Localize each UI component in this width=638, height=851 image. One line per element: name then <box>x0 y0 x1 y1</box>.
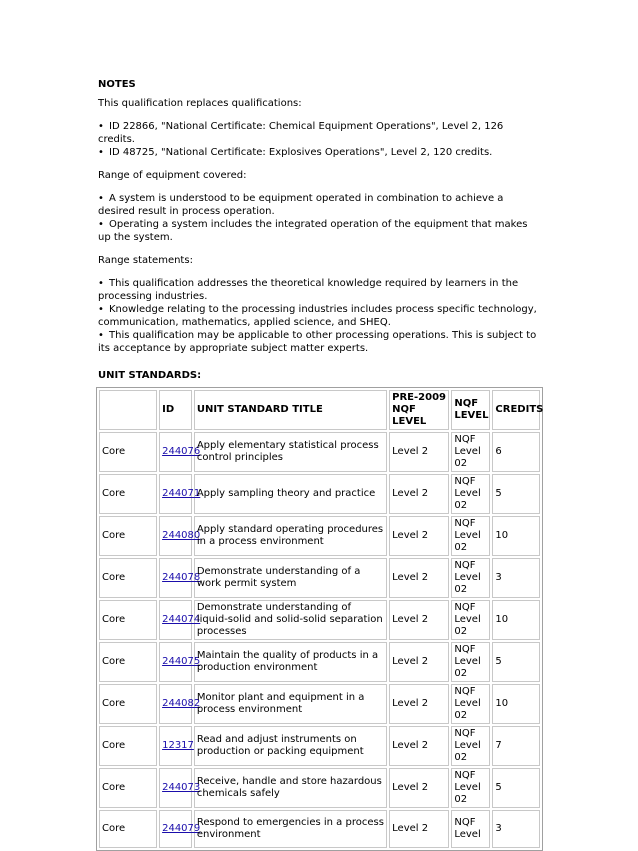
unit-title-cell: Apply standard operating procedures in a process environment <box>194 516 387 556</box>
credits-cell: 5 <box>492 768 540 808</box>
unit-id-link[interactable]: 244073 <box>162 782 201 793</box>
unit-id-link[interactable]: 244074 <box>162 614 201 625</box>
bullet-icon: • <box>98 121 104 132</box>
notes-heading: NOTES <box>98 79 136 90</box>
unit-type-cell: Core <box>99 642 157 682</box>
nqf-level-part: NQF <box>454 770 476 781</box>
list-item <box>98 120 543 146</box>
unit-type-cell: Core <box>99 768 157 808</box>
table-row <box>99 474 540 514</box>
table-row <box>99 810 540 848</box>
pre2009-level-cell: Level 2 <box>389 768 449 808</box>
unit-title-cell: Apply sampling theory and practice <box>194 474 387 514</box>
range-statements-label: Range statements: <box>98 255 193 266</box>
pre2009-level-cell: Level 2 <box>389 474 449 514</box>
column-header-pre2009-nqf-level: PRE-2009 NQF LEVEL <box>389 390 449 430</box>
table-header-row <box>99 390 540 430</box>
nqf-level-cell <box>451 432 490 472</box>
table-row <box>99 600 540 640</box>
pre2009-level-cell: Level 2 <box>389 810 449 848</box>
unit-id-link[interactable]: 244082 <box>162 698 201 709</box>
unit-id-cell <box>159 810 201 848</box>
nqf-level-cell <box>451 558 490 598</box>
nqf-level-part: NQF <box>454 560 476 571</box>
nqf-level-part: NQF <box>454 644 476 655</box>
nqf-level-part: Level <box>454 572 481 583</box>
nqf-level-cell <box>451 684 490 724</box>
column-header-nqf-level: NQF LEVEL <box>451 390 490 430</box>
nqf-level-part: Level <box>454 740 481 751</box>
list-item-text: A system is understood to be equipment operated in combination to achieve a desired result in process operation. <box>98 193 504 217</box>
list-item <box>98 192 543 218</box>
unit-id-link[interactable]: 244075 <box>162 656 201 667</box>
list-item <box>98 146 543 159</box>
table-row <box>99 684 540 724</box>
nqf-level-part: 02 <box>454 794 468 805</box>
column-header-title: UNIT STANDARD TITLE <box>194 390 387 430</box>
nqf-level-part: 02 <box>454 458 468 469</box>
list-item <box>98 218 543 244</box>
list-item-text: This qualification addresses the theoretical knowledge required by learners in the processing industries. <box>98 278 519 302</box>
nqf-level-part: NQF <box>454 434 476 445</box>
nqf-level-cell <box>451 516 490 556</box>
nqf-level-part: Level <box>454 829 481 840</box>
nqf-level-part: Level <box>454 656 481 667</box>
list-item-text: ID 48725, "National Certificate: Explosives Operations", Level 2, 120 credits. <box>109 147 493 158</box>
list-item-text: Operating a system includes the integrated operation of the equipment that makes up the system. <box>98 219 528 243</box>
unit-type-cell: Core <box>99 516 157 556</box>
column-header-credits: CREDITS <box>492 390 540 430</box>
column-header-type <box>99 390 157 430</box>
range-equipment-label: Range of equipment covered: <box>98 170 247 181</box>
list-item <box>98 329 543 355</box>
unit-id-link[interactable]: 244071 <box>162 488 201 499</box>
nqf-level-part: Level <box>454 614 481 625</box>
bullet-icon: • <box>98 330 104 341</box>
table-row <box>99 432 540 472</box>
nqf-level-part: Level <box>454 446 481 457</box>
nqf-level-part: 02 <box>454 710 468 721</box>
credits-cell: 10 <box>492 684 540 724</box>
pre2009-level-cell: Level 2 <box>389 558 449 598</box>
pre2009-level-cell: Level 2 <box>389 600 449 640</box>
nqf-level-part: 02 <box>454 668 468 679</box>
credits-cell: 6 <box>492 432 540 472</box>
unit-id-cell <box>159 684 201 724</box>
nqf-level-part: 02 <box>454 542 468 553</box>
list-item <box>98 303 543 329</box>
nqf-level-cell <box>451 600 490 640</box>
nqf-level-cell <box>451 768 490 808</box>
bullet-icon: • <box>98 304 104 315</box>
unit-id-cell <box>159 558 201 598</box>
unit-title-cell: Demonstrate understanding of a work permit system <box>194 558 387 598</box>
unit-title-cell: Maintain the quality of products in a production environment <box>194 642 387 682</box>
credits-cell: 5 <box>492 474 540 514</box>
notes-section <box>98 78 543 851</box>
unit-id-cell <box>159 642 201 682</box>
nqf-level-part: NQF <box>454 602 476 613</box>
nqf-level-part: 02 <box>454 500 468 511</box>
unit-type-cell: Core <box>99 432 157 472</box>
unit-title-cell: Apply elementary statistical process control principles <box>194 432 387 472</box>
bullet-icon: • <box>98 193 104 204</box>
unit-type-cell: Core <box>99 726 157 766</box>
nqf-level-part: NQF <box>454 518 476 529</box>
table-row <box>99 642 540 682</box>
list-item <box>98 277 543 303</box>
credits-cell: 3 <box>492 558 540 598</box>
pre2009-level-cell: Level 2 <box>389 516 449 556</box>
unit-title-cell: Monitor plant and equipment in a process environment <box>194 684 387 724</box>
unit-id-link[interactable]: 244080 <box>162 530 201 541</box>
nqf-level-cell <box>451 810 490 848</box>
credits-cell: 10 <box>492 600 540 640</box>
column-header-id: ID <box>159 390 192 430</box>
nqf-level-part: Level <box>454 782 481 793</box>
unit-title-cell: Receive, handle and store hazardous chemicals safely <box>194 768 387 808</box>
pre2009-level-cell: Level 2 <box>389 642 449 682</box>
nqf-level-part: 02 <box>454 626 468 637</box>
nqf-level-part: Level <box>454 488 481 499</box>
nqf-level-part: 02 <box>454 752 468 763</box>
unit-id-cell <box>159 516 201 556</box>
nqf-level-part: Level <box>454 698 481 709</box>
unit-type-cell: Core <box>99 558 157 598</box>
credits-cell: 3 <box>492 810 540 848</box>
nqf-level-cell <box>451 726 490 766</box>
list-item-text: This qualification may be applicable to other processing operations. This is subject to its acceptance by appropriate subject matter experts. <box>98 330 537 354</box>
bullet-icon: • <box>98 278 104 289</box>
unit-standards-heading: UNIT STANDARDS: <box>98 370 202 381</box>
unit-id-link[interactable]: 244079 <box>162 823 201 834</box>
nqf-level-cell <box>451 474 490 514</box>
unit-id-link[interactable]: 244076 <box>162 446 201 457</box>
unit-id-cell <box>159 768 201 808</box>
unit-id-link[interactable]: 244078 <box>162 572 201 583</box>
table-row <box>99 516 540 556</box>
table-row <box>99 768 540 808</box>
bullet-icon: • <box>98 147 104 158</box>
table-row <box>99 726 540 766</box>
pre2009-level-cell: Level 2 <box>389 432 449 472</box>
range-equipment-list <box>98 192 543 244</box>
pre2009-level-cell: Level 2 <box>389 726 449 766</box>
notes-intro: This qualification replaces qualifications: <box>98 98 302 109</box>
credits-cell: 10 <box>492 516 540 556</box>
unit-type-cell: Core <box>99 600 157 640</box>
range-statements-list <box>98 277 543 355</box>
unit-type-cell: Core <box>99 810 157 848</box>
unit-id-cell <box>159 432 201 472</box>
unit-standards-table <box>96 387 543 851</box>
list-item-text: ID 22866, "National Certificate: Chemical Equipment Operations", Level 2, 126 credits. <box>98 121 504 145</box>
unit-title-cell: Demonstrate understanding of liquid-solid and solid-solid separation processes <box>194 600 387 640</box>
nqf-level-cell <box>451 642 490 682</box>
unit-id-link[interactable]: 12317 <box>162 740 194 751</box>
unit-title-cell: Read and adjust instruments on production or packing equipment <box>194 726 387 766</box>
nqf-level-part: 02 <box>454 584 468 595</box>
nqf-level-part: NQF <box>454 817 476 828</box>
unit-id-cell <box>159 726 192 766</box>
credits-cell: 5 <box>492 642 540 682</box>
pre2009-level-cell: Level 2 <box>389 684 449 724</box>
list-item-text: Knowledge relating to the processing industries includes process specific technology, communication, mathematics, applied science, and SHEQ. <box>98 304 537 328</box>
unit-type-cell: Core <box>99 474 157 514</box>
unit-title-cell: Respond to emergencies in a process environment <box>194 810 387 848</box>
nqf-level-part: Level <box>454 530 481 541</box>
unit-id-cell <box>159 474 201 514</box>
credits-cell: 7 <box>492 726 540 766</box>
bullet-icon: • <box>98 219 104 230</box>
nqf-level-part: NQF <box>454 686 476 697</box>
replaced-qualifications-list <box>98 120 543 159</box>
unit-id-cell <box>159 600 201 640</box>
nqf-level-part: NQF <box>454 476 476 487</box>
unit-type-cell: Core <box>99 684 157 724</box>
table-row <box>99 558 540 598</box>
nqf-level-part: NQF <box>454 728 476 739</box>
